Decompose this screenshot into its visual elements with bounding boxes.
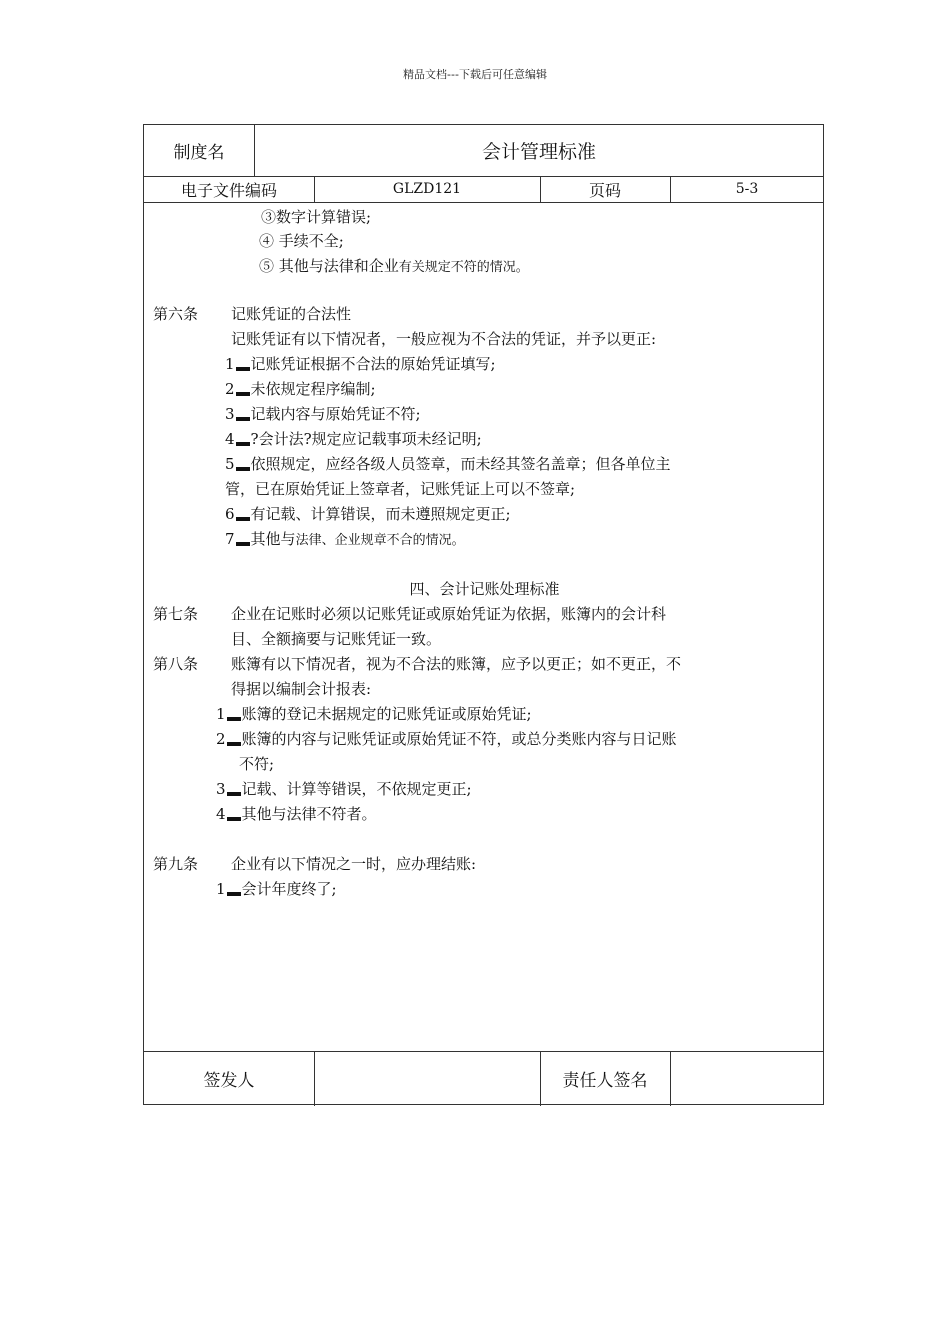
article-text: 企业在记账时必须以记账凭证或原始凭证为依据，账簿内的会计科: [231, 605, 667, 623]
item-number: 3: [225, 405, 235, 423]
list-mark: [227, 742, 241, 746]
list-item: [225, 454, 671, 474]
item-number: 1: [216, 880, 226, 898]
article-title: 记账凭证的合法性: [231, 305, 352, 323]
issuer-field[interactable]: [314, 1051, 540, 1106]
list-item: [225, 529, 465, 551]
list-item: [225, 429, 482, 449]
list-mark: [236, 517, 250, 521]
issuer-label: 签发人: [203, 1071, 255, 1091]
article-text: 企业有以下情况之一时，应办理结账:: [231, 855, 477, 873]
responsible-signature-label: 责任人签名: [562, 1071, 648, 1091]
article-heading: 第八条: [153, 655, 199, 673]
item-number: 2: [225, 380, 235, 398]
item-text-tail: 有关规定不符的情况。: [398, 260, 529, 275]
item-number: 3: [216, 780, 226, 798]
list-mark: [236, 367, 250, 371]
item-number: 4: [225, 430, 235, 448]
item-text: 其他与: [250, 530, 296, 548]
item-text: 账簿的登记未据规定的记账凭证或原始凭证;: [241, 705, 532, 723]
item-text: ?会计法?规定应记载事项未经记明;: [250, 430, 482, 448]
item-text: 记账凭证根据不合法的原始凭证填写;: [250, 355, 496, 373]
list-mark: [227, 892, 241, 896]
list-mark: [236, 417, 250, 421]
item-text: 记载、计算等错误，不依规定更正;: [241, 780, 472, 798]
list-mark: [236, 542, 250, 546]
item-text: 会计年度终了;: [241, 880, 337, 898]
header-divider-2: [144, 202, 823, 203]
item-number: 4: [216, 805, 226, 823]
list-item: [216, 729, 677, 749]
list-mark: [227, 717, 241, 721]
item-number: 6: [225, 505, 235, 523]
list-item: [225, 379, 376, 399]
page-label: 页码: [588, 180, 621, 200]
item-text: 依照规定，应经各级人员签章，而未经其签名盖章；但各单位主: [250, 455, 671, 473]
list-item: [259, 256, 529, 278]
item-number: 1: [225, 355, 235, 373]
section-title: 四、会计记账处理标准: [409, 580, 560, 598]
article-text: 目、全额摘要与记账凭证一致。: [231, 630, 442, 648]
list-item: [216, 879, 337, 899]
article-text: 得据以编制会计报表:: [231, 680, 372, 698]
item-number: 7: [225, 530, 235, 548]
article-text: 账簿有以下情况者，视为不合法的账簿，应予以更正；如不更正，不: [231, 655, 682, 673]
list-mark: [227, 817, 241, 821]
list-item: ③数字计算错误;: [261, 208, 372, 226]
article-heading: 第七条: [153, 605, 199, 623]
list-item: [225, 504, 511, 524]
item-text: 账簿的内容与记账凭证或原始凭证不符，或总分类账内容与日记账: [241, 730, 677, 748]
watermark: 精品文档---下载后可任意编辑: [403, 68, 547, 81]
page-number: 5-3: [735, 181, 759, 197]
policy-name-label: 制度名: [173, 143, 225, 163]
policy-title: 会计管理标准: [481, 141, 596, 163]
list-item: ④ 手续不全;: [259, 232, 344, 250]
list-item: [225, 354, 496, 374]
item-text: 其他与法律不符者。: [241, 805, 377, 823]
item-text: 有记载、计算错误，而未遵照规定更正;: [250, 505, 511, 523]
list-item: [216, 779, 472, 799]
list-mark: [236, 467, 250, 471]
list-item: [225, 404, 421, 424]
responsible-signature-field[interactable]: [670, 1051, 824, 1106]
list-mark: [236, 442, 250, 446]
list-item-continuation: 管，已在原始凭证上签章者，记账凭证上可以不签章;: [225, 480, 576, 498]
item-text: 未依规定程序编制;: [250, 380, 376, 398]
item-text: 记载内容与原始凭证不符;: [250, 405, 421, 423]
item-text-tail: 法律、企业规章不合的情况。: [295, 533, 465, 548]
file-code-label: 电子文件编码: [180, 180, 277, 200]
article-heading: 第六条: [153, 305, 199, 323]
article-heading: 第九条: [153, 855, 199, 873]
list-item-continuation: 不符;: [239, 755, 275, 773]
item-text: ⑤ 其他与法律和企业: [259, 257, 399, 275]
list-item: [216, 804, 377, 824]
item-number: 2: [216, 730, 226, 748]
list-mark: [227, 792, 241, 796]
file-code-value: GLZD121: [392, 181, 462, 197]
article-intro: 记账凭证有以下情况者，一般应视为不合法的凭证，并予以更正:: [231, 330, 657, 348]
list-mark: [236, 392, 250, 396]
list-item: [216, 704, 532, 724]
policy-form: [143, 124, 824, 1105]
item-number: 5: [225, 455, 235, 473]
item-number: 1: [216, 705, 226, 723]
